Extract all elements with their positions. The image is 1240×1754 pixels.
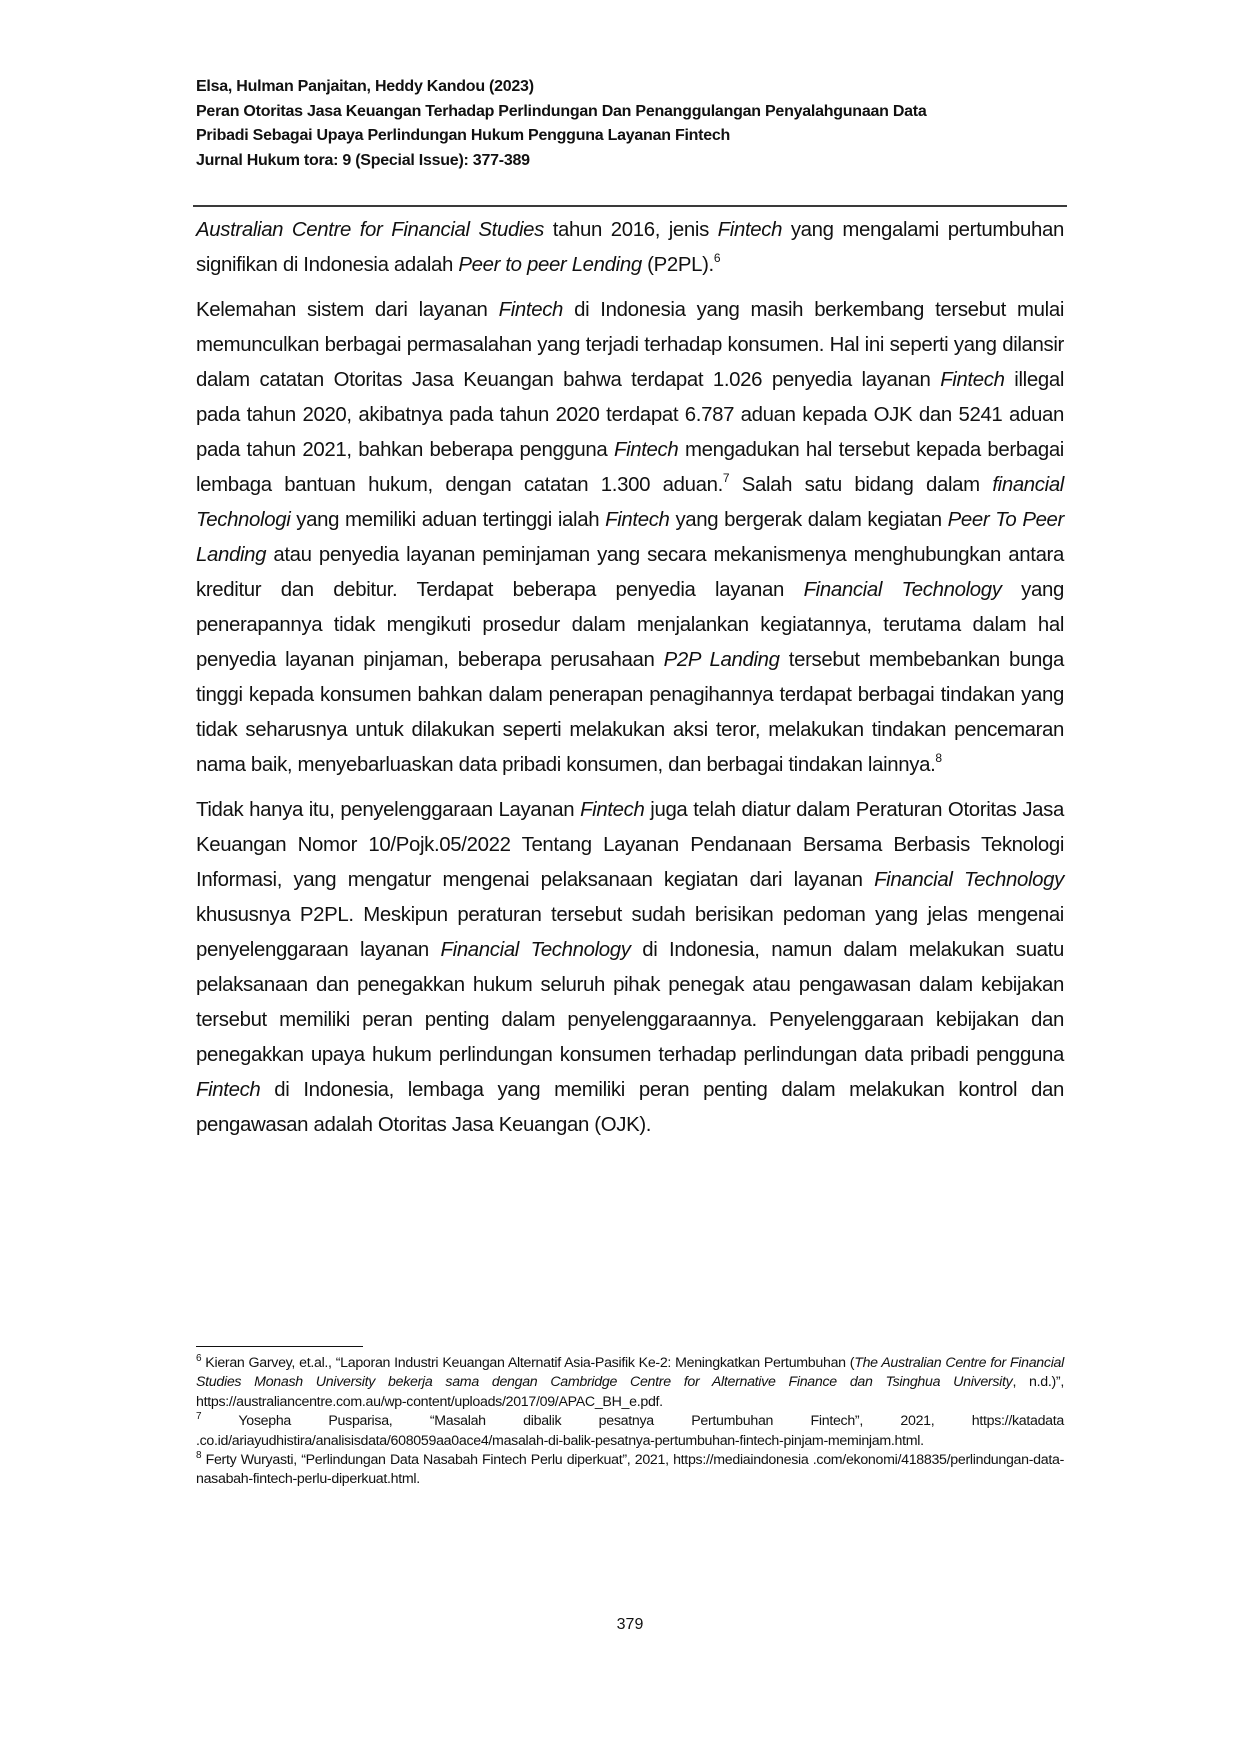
italic-term: Fintech: [605, 509, 670, 531]
italic-term: Financial Technology: [440, 939, 631, 961]
footnote-reference[interactable]: 8: [935, 751, 942, 766]
footnote-reference[interactable]: 7: [722, 471, 730, 486]
footnote-number: 7: [196, 1411, 202, 1423]
italic-term: Financial Technology: [803, 579, 1002, 601]
header-title-line-1: Peran Otoritas Jasa Keuangan Terhadap Perlindungan Dan Penanggulangan Penyalahgunaan Data: [196, 102, 927, 120]
italic-term: Fintech: [498, 299, 564, 321]
body-text: [196, 213, 1064, 1153]
header-journal: Jurnal Hukum tora: 9 (Special Issue): 377-389: [196, 151, 530, 169]
header-divider: [193, 205, 1067, 207]
footnote: $^8$ Ferty Wuryasti, “Perlindungan Data Nasabah Fintech Perlu diperkuat”, 2021, https://mediaindonesia .com/ekonomi/418835/perlindungan-data-nasabah-fintech-perlu-diperkuat.html.: [196, 1450, 1064, 1488]
italic-term: Peer to peer Lending: [458, 254, 642, 276]
paragraph: Australian Centre for Financial Studies tahun 2016, jenis Fintech yang mengalami pertumbuhan signifikan di Indonesia adalah Peer to peer Lending (P2PL).$^6$: [196, 219, 1065, 276]
italic-term: Fintech: [196, 1079, 261, 1101]
italic-term: Australian Centre for Financial Studies: [196, 219, 544, 241]
italic-term: The Australian Centre for Financial Studies Monash University bekerja sama dengan Cambridge Centre for Alternative Finance dan Tsinghua University: [196, 1355, 1064, 1391]
footnote: $^7$ Yosepha Pusparisa, “Masalah dibalik pesatnya Pertumbuhan Fintech”, 2021, https://katadata .co.id/ariayudhistira/analisisdata/608059aa0ace4/masalah-di-balik-pesatnya-pertumbuhan-fintech-pinjam-meminjam.html.: [196, 1411, 1064, 1449]
footnote-reference[interactable]: 6: [713, 251, 721, 266]
italic-term: Fintech: [717, 219, 783, 241]
italic-term: Fintech: [580, 799, 645, 821]
footnote: $^6$ Kieran Garvey, et.al., “Laporan Industri Keuangan Alternatif Asia-Pasifik Ke-2: Meningkatkan Pertumbuhan (The Australian Centre for Financial Studies Monash University bekerja sama dengan Cambridge Centre for Alternative Finance dan Tsinghua University, n.d.)”, https://australiancentre.com.au/wp-content/uploads/2017/09/APAC_BH_e.pdf.: [196, 1353, 1065, 1410]
running-header: [196, 75, 1064, 173]
italic-term: P2P Landing: [663, 649, 780, 671]
page-number: 379: [616, 1616, 644, 1633]
header-authors-year: Elsa, Hulman Panjaitan, Heddy Kandou (2023): [196, 78, 534, 95]
header-title-line-2: Pribadi Sebagai Upaya Perlindungan Hukum Pengguna Layanan Fintech: [196, 127, 731, 144]
paragraph: Kelemahan sistem dari layanan Fintech di Indonesia yang masih berkembang tersebut mulai memunculkan berbagai permasalahan yang terjadi terhadap konsumen. Hal ini seperti yang dilansir dalam catatan Otoritas Jasa Keuangan bahwa terdapat 1.026 penyedia layanan Fintech illegal pada tahun 2020, akibatnya pada tahun 2020 terdapat 6.787 aduan kepada OJK dan 5241 aduan pada tahun 2021, bahkan beberapa pengguna Fintech mengadukan hal tersebut kepada berbagai lembaga bantuan hukum, dengan catatan 1.300 aduan.$^7$ Salah satu bidang dalam financial Technologi yang memiliki aduan tertinggi ialah Fintech yang bergerak dalam kegiatan Peer To Peer Landing atau penyedia layanan peminjaman yang secara mekanismenya menghubungkan antara kreditur dan debitur. Terdapat beberapa penyedia layanan Financial Technology yang penerapannya tidak mengikuti prosedur dalam menjalankan kegiatannya, terutama dalam hal penyedia layanan pinjaman, beberapa perusahaan P2P Landing tersebut membebankan bunga tinggi kepada konsumen bahkan dalam penerapan penagihannya terdapat berbagai tindakan yang tidak seharusnya untuk dilakukan seperti melakukan aksi teror, melakukan tindakan pencemaran nama baik, menyebarluaskan data pribadi konsumen, dan berbagai tindakan lainnya.$^8$: [196, 299, 1064, 776]
footnotes: [196, 1354, 1064, 1490]
italic-term: Peer To Peer Landing: [196, 509, 1064, 566]
footnote-divider: [196, 1346, 363, 1347]
italic-term: Financial Technology: [874, 869, 1064, 891]
footnote-number: 6: [196, 1353, 202, 1365]
italic-term: Fintech: [613, 439, 679, 461]
italic-term: Fintech: [940, 369, 1005, 391]
italic-term: financial Technologi: [196, 474, 1064, 531]
paragraph: Tidak hanya itu, penyelenggaraan Layanan Fintech juga telah diatur dalam Peraturan Otoritas Jasa Keuangan Nomor 10/Pojk.05/2022 Tentang Layanan Pendanaan Bersama Berbasis Teknologi Informasi, yang mengatur mengenai pelaksanaan kegiatan dari layanan Financial Technology khususnya P2PL. Meskipun peraturan tersebut sudah berisikan pedoman yang jelas mengenai penyelenggaraan layanan Financial Technology di Indonesia, namun dalam melakukan suatu pelaksanaan dan penegakkan hukum seluruh pihak penegak atau pengawasan dalam kebijakan tersebut memiliki peran penting dalam penyelenggaraannya. Penyelenggaraan kebijakan dan penegakkan upaya hukum perlindungan konsumen terhadap perlindungan data pribadi pengguna Fintech di Indonesia, lembaga yang memiliki peran penting dalam melakukan kontrol dan pengawasan adalah Otoritas Jasa Keuangan (OJK).: [196, 799, 1064, 1136]
footnote-number: 8: [196, 1450, 202, 1462]
